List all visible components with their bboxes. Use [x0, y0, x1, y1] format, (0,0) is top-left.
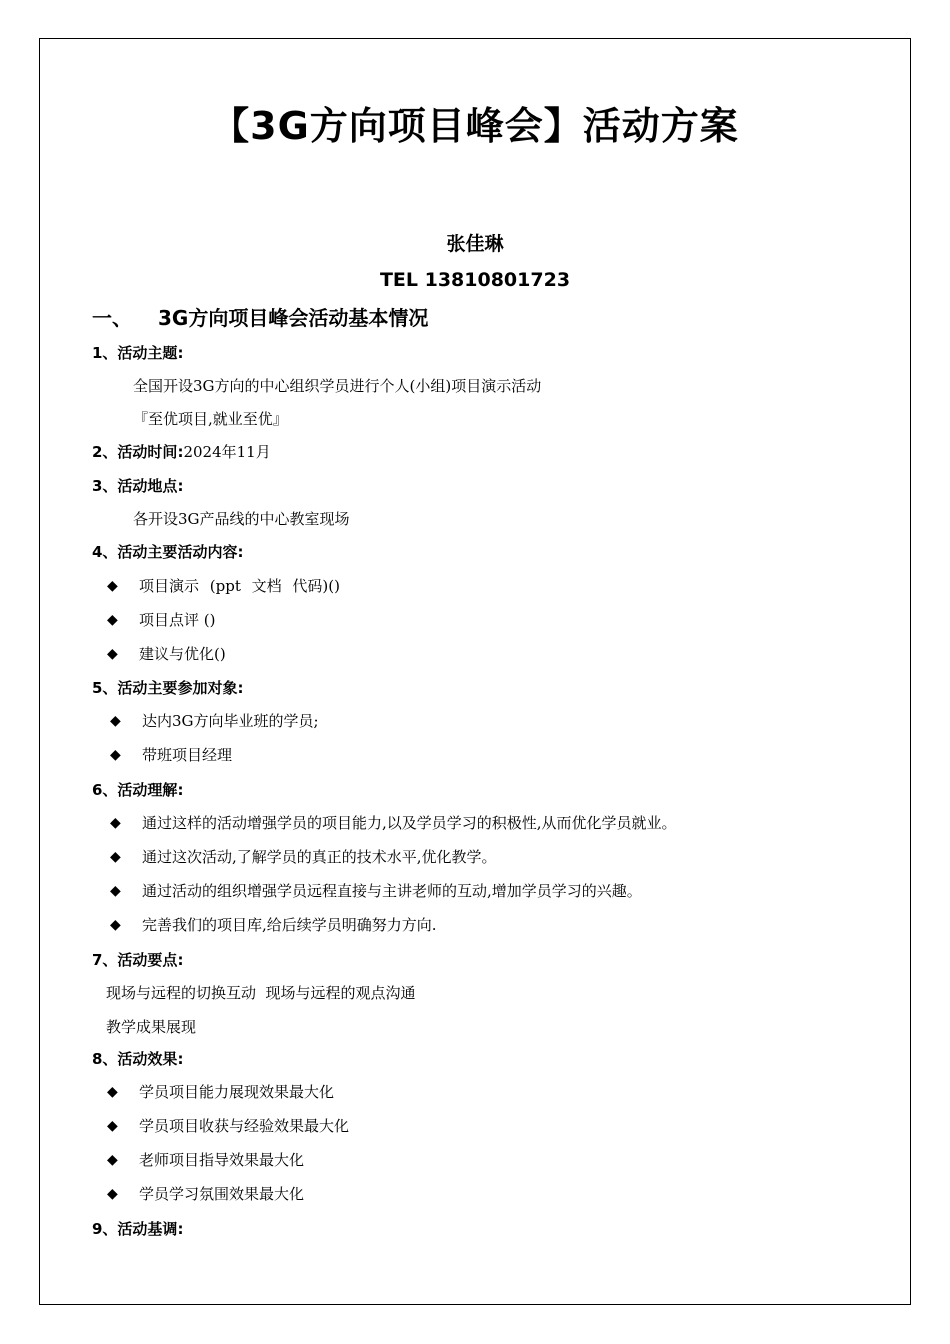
- content-heading: 4、活动主要活动内容:: [92, 543, 244, 561]
- points-heading: 7、活动要点:: [92, 951, 184, 969]
- understanding-heading: 6、活动理解:: [92, 781, 184, 799]
- section-title: 3G方向项目峰会活动基本情况: [158, 306, 429, 330]
- understanding-item-4: 完善我们的项目库,给后续学员明确努力方向.: [142, 916, 437, 934]
- bullet-icon: ◆: [110, 883, 121, 899]
- participants-item-2: 带班项目经理: [142, 746, 233, 764]
- time-value: 2024年11月: [183, 443, 271, 461]
- time-heading: 2、活动时间:: [92, 443, 184, 461]
- effects-heading: 8、活动效果:: [92, 1050, 184, 1068]
- effects-item-2: 学员项目收获与经验效果最大化: [139, 1117, 350, 1135]
- time-row: [92, 441, 271, 463]
- theme-line-1: 全国开设3G方向的中心组织学员进行个人(小组)项目演示活动: [133, 377, 542, 395]
- points-line-2: 教学成果展现: [106, 1018, 197, 1036]
- theme-heading: 1、活动主题:: [92, 344, 184, 362]
- content-item-1: 项目演示 (ppt 文档 代码)(): [139, 577, 340, 595]
- bullet-icon: ◆: [107, 1152, 118, 1168]
- effects-item-4: 学员学习氛围效果最大化: [139, 1185, 305, 1203]
- section-number: 一、: [92, 306, 132, 330]
- document-title: 【3G方向项目峰会】活动方案: [211, 104, 739, 148]
- bullet-icon: ◆: [107, 578, 118, 594]
- bullet-icon: ◆: [110, 747, 121, 763]
- tone-heading: 9、活动基调:: [92, 1220, 184, 1238]
- participants-item-1: 达内3G方向毕业班的学员;: [142, 712, 319, 730]
- content-item-2: 项目点评 (): [139, 611, 216, 629]
- place-heading: 3、活动地点:: [92, 477, 184, 495]
- effects-item-3: 老师项目指导效果最大化: [139, 1151, 305, 1169]
- bullet-icon: ◆: [110, 849, 121, 865]
- bullet-icon: ◆: [107, 1084, 118, 1100]
- effects-item-1: 学员项目能力展现效果最大化: [139, 1083, 335, 1101]
- bullet-icon: ◆: [110, 713, 121, 729]
- theme-line-2: 『至优项目,就业至优』: [133, 410, 288, 428]
- bullet-icon: ◆: [110, 815, 121, 831]
- understanding-item-2: 通过这次活动,了解学员的真正的技术水平,优化教学。: [142, 848, 497, 866]
- place-value: 各开设3G产品线的中心教室现场: [133, 510, 350, 528]
- understanding-item-1: 通过这样的活动增强学员的项目能力,以及学员学习的积极性,从而优化学员就业。: [142, 814, 677, 832]
- author-name: 张佳琳: [446, 233, 504, 255]
- bullet-icon: ◆: [107, 612, 118, 628]
- points-line-1: 现场与远程的切换互动 现场与远程的观点沟通: [106, 984, 416, 1002]
- understanding-item-3: 通过活动的组织增强学员远程直接与主讲老师的互动,增加学员学习的兴趣。: [142, 882, 642, 900]
- bullet-icon: ◆: [107, 1118, 118, 1134]
- bullet-icon: ◆: [107, 1186, 118, 1202]
- author-phone: TEL 13810801723: [379, 269, 571, 291]
- bullet-icon: ◆: [110, 917, 121, 933]
- content-item-3: 建议与优化(): [139, 645, 226, 663]
- bullet-icon: ◆: [107, 646, 118, 662]
- participants-heading: 5、活动主要参加对象:: [92, 679, 244, 697]
